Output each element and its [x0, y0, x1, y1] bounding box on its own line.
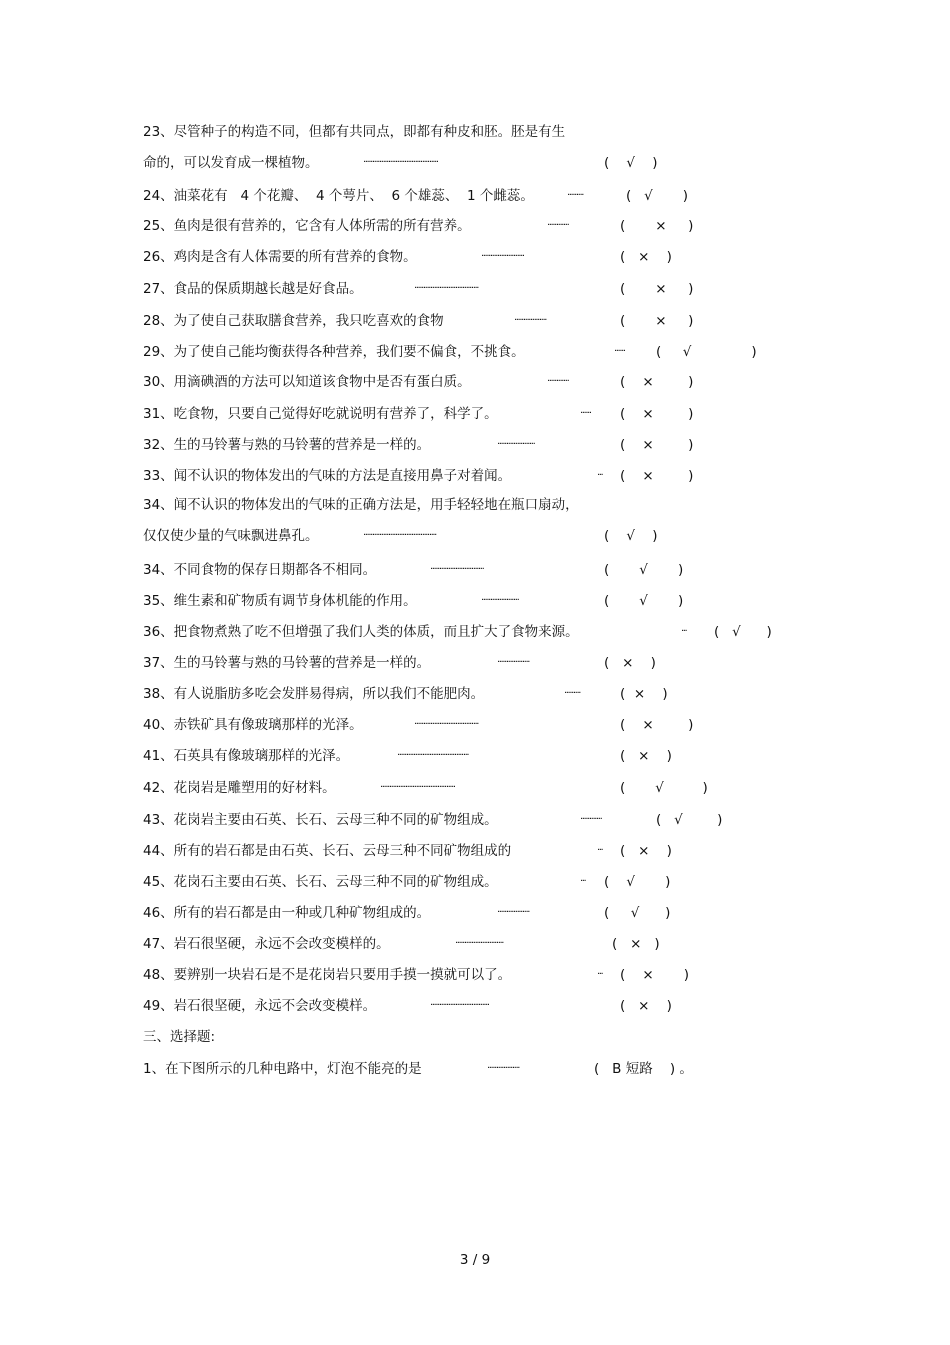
question-text: 40、赤铁矿具有像玻璃那样的光泽。 — [143, 717, 363, 733]
question-text: 37、生的马铃薯与熟的马铃薯的营养是一样的。 — [143, 655, 431, 671]
answer-mark: ( √ ) — [604, 562, 684, 578]
question-text: 33、闻不认识的物体发出的气味的方法是直接用鼻子对着闻。 — [143, 468, 512, 484]
question-text: 三、选择题: — [143, 1029, 216, 1045]
dot-leader: ····················· — [481, 595, 519, 606]
dot-leader: ········· — [564, 688, 581, 699]
answer-mark: ( × ) — [620, 313, 694, 329]
answer-mark: ( B 短路 ) 。 — [594, 1061, 693, 1077]
question-text: 46、所有的岩石都是由一种或几种矿物组成的。 — [143, 905, 431, 921]
question-text: 28、为了使自己获取膳食营养，我只吃喜欢的食物 — [143, 313, 444, 329]
answer-mark: ( √ ) — [604, 593, 684, 609]
dot-leader: ············ — [547, 376, 569, 387]
answer-mark: ( × ) — [620, 748, 672, 764]
question-text: 48、要辨别一块岩石是不是花岗岩只要用手摸一摸就可以了。 — [143, 967, 512, 983]
dot-leader: ································· — [430, 1000, 489, 1011]
dot-leader: ·················· — [497, 907, 530, 918]
answer-mark: ( √ ) — [620, 780, 708, 796]
question-text: 31、吃食物，只要自己觉得好吃就说明有营养了，科学了。 — [143, 406, 498, 422]
answer-mark: ( × ) — [612, 936, 660, 952]
dot-leader: ······ — [580, 408, 591, 419]
answer-mark: ( √ ) — [626, 188, 689, 204]
question-text: 42、花岗岩是雕塑用的好材料。 — [143, 780, 336, 796]
question-text: 49、岩石很坚硬，永远不会改变模样。 — [143, 998, 377, 1014]
dot-leader: ····················· — [497, 439, 535, 450]
question-text: 36、把食物煮熟了吃不但增强了我们人类的体质，而且扩大了食物来源。 — [143, 624, 579, 640]
dot-leader: ········· — [567, 190, 584, 201]
dot-leader: ··· — [681, 626, 687, 637]
question-text: 47、岩石很坚硬，永远不会改变模样的。 — [143, 936, 390, 952]
answer-mark: ( √ ) — [656, 344, 757, 360]
question-text: 34、不同食物的保存日期都各不相同。 — [143, 562, 377, 578]
dot-leader: ·················· — [514, 315, 547, 326]
dot-leader: ············ — [580, 814, 602, 825]
dot-leader: ························ — [481, 251, 524, 262]
answer-mark: ( × ) — [620, 468, 694, 484]
answer-mark: ( × ) — [620, 998, 672, 1014]
question-text: 23、尽管种子的构造不同，但都有共同点，即都有种皮和胚。胚是有生 — [143, 124, 566, 140]
answer-mark: ( × ) — [620, 717, 694, 733]
answer-mark: ( × ) — [620, 374, 694, 390]
page-number: 3 / 9 — [459, 1252, 491, 1268]
dot-leader: ···································· — [414, 283, 479, 294]
dot-leader: ··························· — [455, 938, 504, 949]
question-text: 26、鸡肉是含有人体需要的所有营养的食物。 — [143, 249, 417, 265]
dot-leader: ·················· — [497, 657, 530, 668]
question-text: 35、维生素和矿物质有调节身体机能的作用。 — [143, 593, 417, 609]
dot-leader: ···································· — [414, 719, 479, 730]
answer-mark: ( × ) — [620, 406, 694, 422]
question-text: 25、鱼肉是很有营养的，它含有人体所需的所有营养。 — [143, 218, 471, 234]
dot-leader: ··· — [597, 845, 603, 856]
dot-leader: ·········································· — [363, 157, 438, 168]
dot-leader: ········································· — [363, 530, 436, 541]
question-text: 29、为了使自己能均衡获得各种营养，我们要不偏食，不挑食。 — [143, 344, 525, 360]
answer-mark: ( × ) — [620, 437, 694, 453]
answer-mark: ( √ ) — [604, 528, 658, 544]
answer-mark: ( √ ) — [604, 874, 671, 890]
dot-leader: ·········································· — [380, 782, 455, 793]
dot-leader: ········································ — [397, 750, 469, 761]
question-text: 41、石英具有像玻璃那样的光泽。 — [143, 748, 350, 764]
answer-mark: ( × ) — [620, 843, 672, 859]
answer-mark: ( × ) — [620, 967, 690, 983]
answer-mark: ( √ ) — [604, 155, 658, 171]
answer-mark: ( × ) — [620, 686, 668, 702]
question-text: 27、食品的保质期越长越是好食品。 — [143, 281, 363, 297]
dot-leader: ······························ — [430, 564, 484, 575]
question-text: 44、所有的岩石都是由石英、长石、云母三种不同矿物组成的 — [143, 843, 512, 859]
question-text: 仅仅使少量的气味飘进鼻孔。 — [143, 528, 319, 544]
question-text: 30、用滴碘酒的方法可以知道该食物中是否有蛋白质。 — [143, 374, 471, 390]
question-text: 1、在下图所示的几种电路中，灯泡不能亮的是 — [143, 1061, 422, 1077]
answer-mark: ( √ ) — [656, 812, 723, 828]
answer-mark: ( × ) — [620, 218, 694, 234]
dot-leader: ······ — [614, 346, 625, 357]
question-text: 34、闻不认识的物体发出的气味的正确方法是，用手轻轻地在瓶口扇动， — [143, 497, 579, 513]
dot-leader: ··· — [580, 876, 586, 887]
question-text: 45、花岗石主要由石英、长石、云母三种不同的矿物组成。 — [143, 874, 498, 890]
answer-mark: ( × ) — [604, 655, 656, 671]
question-text: 38、有人说脂肪多吃会发胖易得病，所以我们不能肥肉。 — [143, 686, 485, 702]
question-text: 命的，可以发育成一棵植物。 — [143, 155, 319, 171]
answer-mark: ( × ) — [620, 281, 694, 297]
dot-leader: ············ — [547, 220, 569, 231]
answer-mark: ( √ ) — [604, 905, 671, 921]
dot-leader: ··· — [597, 969, 603, 980]
dot-leader: ··· — [597, 470, 603, 481]
question-text: 43、花岗岩主要由石英、长石、云母三种不同的矿物组成。 — [143, 812, 498, 828]
answer-mark: ( √ ) — [714, 624, 772, 640]
answer-mark: ( × ) — [620, 249, 672, 265]
question-text: 24、油菜花有 4 个花瓣、 4 个萼片、 6 个雄蕊、 1 个雌蕊。 — [143, 188, 534, 204]
dot-leader: ·················· — [487, 1063, 520, 1074]
question-text: 32、生的马铃薯与熟的马铃薯的营养是一样的。 — [143, 437, 431, 453]
